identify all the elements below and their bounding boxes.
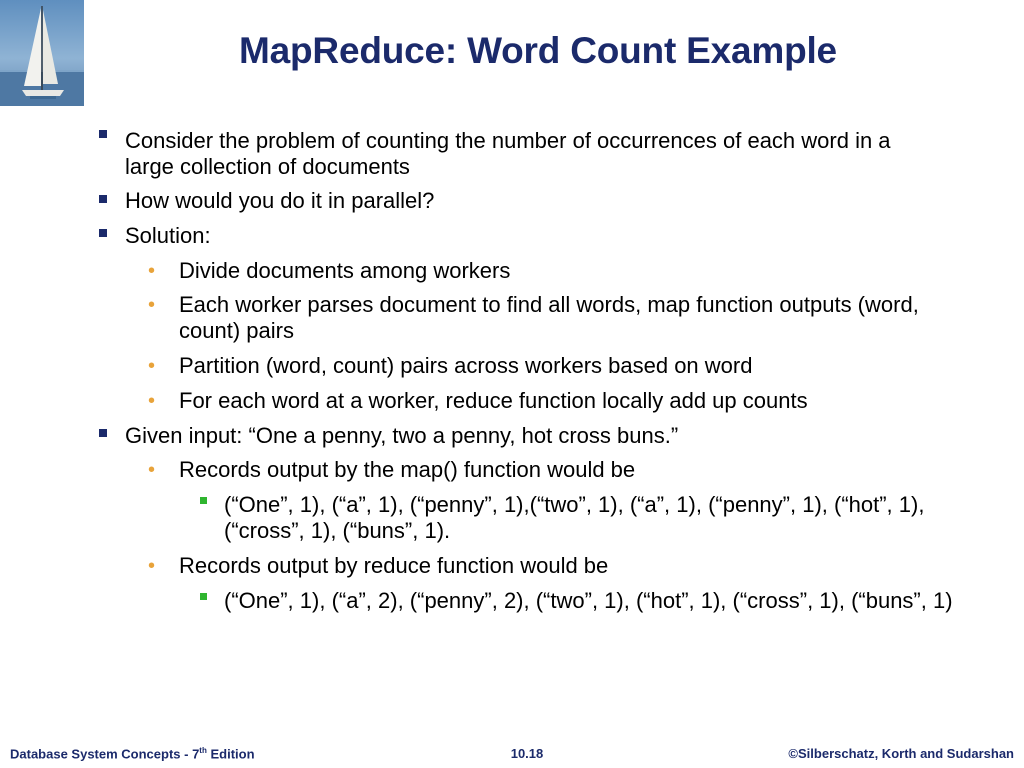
dot-bullet-icon: • (148, 459, 156, 481)
dot-bullet-icon: • (148, 355, 156, 377)
bullet-text: Consider the problem of counting the number of occurrences of each word in a large collection of documents (125, 128, 891, 179)
green-square-bullet-icon (200, 593, 207, 600)
bullet-text: Each worker parses document to find all words, map function outputs (word, count) pairs (179, 292, 919, 343)
bullet-text: Solution: (125, 223, 211, 248)
bullet-text: How would you do it in parallel? (125, 188, 435, 213)
bullet-text: Records output by reduce function would be (179, 553, 609, 578)
bullet-text: Partition (word, count) pairs across workers based on word (179, 353, 753, 378)
square-bullet-icon (99, 195, 107, 203)
bullet-text: Given input: “One a penny, two a penny, hot cross buns.” (125, 423, 679, 448)
footer-copyright: ©Silberschatz, Korth and Sudarshan (788, 746, 1014, 761)
slide-title: MapReduce: Word Count Example (239, 30, 837, 71)
green-square-bullet-icon (200, 497, 207, 504)
square-bullet-icon (99, 429, 107, 437)
dot-bullet-icon: • (148, 555, 156, 577)
dot-bullet-icon: • (148, 390, 156, 412)
dot-bullet-icon: • (148, 260, 156, 282)
footer-book-title-suffix: Edition (206, 746, 255, 762)
bullet-text: Divide documents among workers (179, 258, 511, 283)
footer-page-number: 10.18 (510, 746, 544, 761)
bullet-text: (“One”, 1), (“a”, 2), (“penny”, 2), (“two”, 1), (“hot”, 1), (“cross”, 1), (“buns”, 1) (224, 588, 953, 613)
square-bullet-icon (99, 229, 107, 237)
square-bullet-icon (99, 130, 107, 138)
footer-book-title-prefix: Database System Concepts - 7 (10, 746, 200, 762)
bullet-text: (“One”, 1), (“a”, 1), (“penny”, 1),(“two”, 1), (“a”, 1), (“penny”, 1), (“hot”, 1), (“cross”, 1), (“buns”, 1). (224, 492, 925, 543)
bullet-text: Records output by the map() function would be (179, 457, 636, 482)
bullet-text: For each word at a worker, reduce function locally add up counts (179, 388, 808, 413)
footer-book-title (10, 746, 255, 761)
dot-bullet-icon: • (148, 294, 156, 316)
footer-book-title-sup: th (199, 746, 207, 755)
